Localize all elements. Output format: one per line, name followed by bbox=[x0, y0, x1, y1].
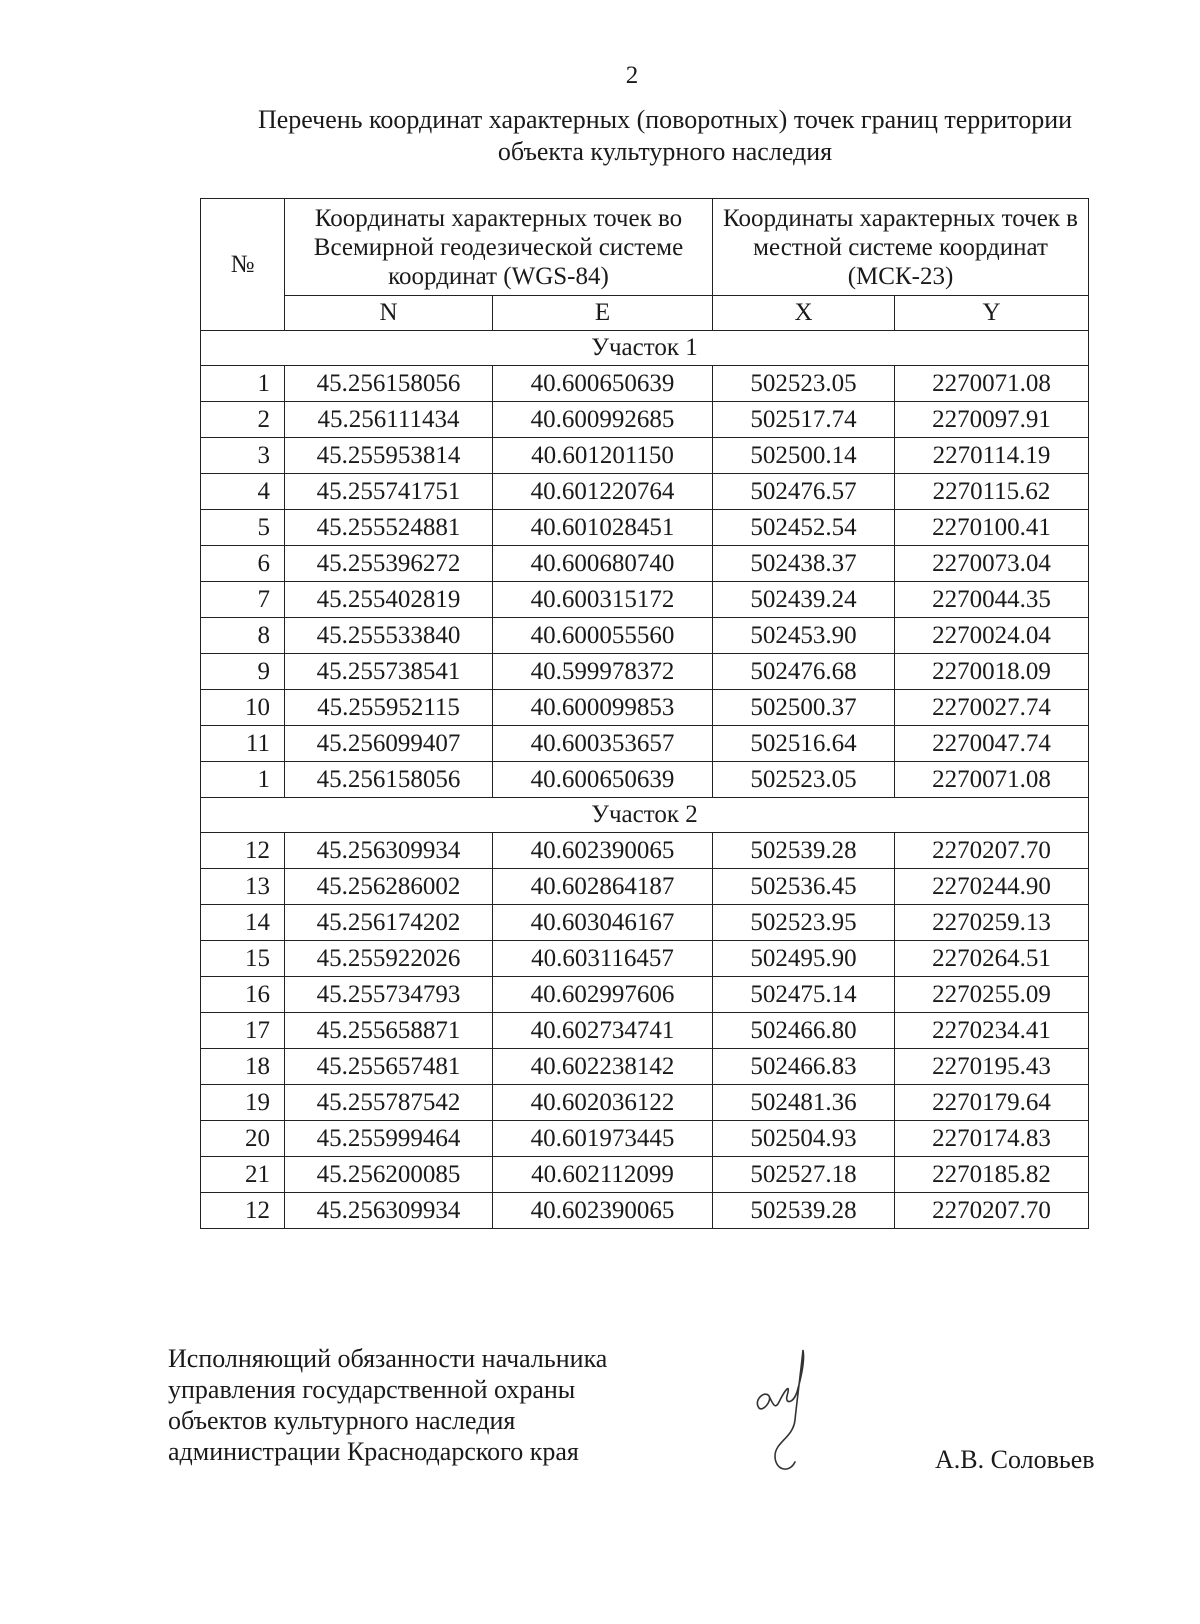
table-row bbox=[201, 1049, 1089, 1085]
cell-x: 502481.36 bbox=[713, 1085, 895, 1121]
cell-y: 2270234.41 bbox=[895, 1013, 1089, 1049]
section-title: Участок 1 bbox=[201, 331, 1089, 366]
cell-x: 502439.24 bbox=[713, 582, 895, 618]
table-row bbox=[201, 438, 1089, 474]
cell-e: 40.602864187 bbox=[493, 869, 713, 905]
table-row bbox=[201, 1013, 1089, 1049]
header-x: X bbox=[713, 296, 895, 331]
footer-line: администрации Краснодарского края bbox=[168, 1437, 579, 1466]
cell-number: 12 bbox=[201, 1193, 285, 1229]
cell-x: 502539.28 bbox=[713, 1193, 895, 1229]
table-row bbox=[201, 1157, 1089, 1193]
table-row bbox=[201, 833, 1089, 869]
cell-n: 45.255734793 bbox=[285, 977, 493, 1013]
cell-number: 2 bbox=[201, 402, 285, 438]
cell-y: 2270244.90 bbox=[895, 869, 1089, 905]
cell-number: 11 bbox=[201, 726, 285, 762]
cell-number: 6 bbox=[201, 546, 285, 582]
table-row bbox=[201, 546, 1089, 582]
cell-n: 45.255738541 bbox=[285, 654, 493, 690]
cell-y: 2270044.35 bbox=[895, 582, 1089, 618]
cell-y: 2270018.09 bbox=[895, 654, 1089, 690]
table-row bbox=[201, 905, 1089, 941]
cell-e: 40.602112099 bbox=[493, 1157, 713, 1193]
cell-e: 40.602734741 bbox=[493, 1013, 713, 1049]
cell-x: 502438.37 bbox=[713, 546, 895, 582]
header-e: E bbox=[493, 296, 713, 331]
cell-n: 45.255658871 bbox=[285, 1013, 493, 1049]
cell-y: 2270047.74 bbox=[895, 726, 1089, 762]
cell-number: 16 bbox=[201, 977, 285, 1013]
table-row bbox=[201, 510, 1089, 546]
cell-number: 4 bbox=[201, 474, 285, 510]
footer-line: Исполняющий обязанности начальника bbox=[168, 1344, 608, 1373]
cell-number: 18 bbox=[201, 1049, 285, 1085]
cell-n: 45.255999464 bbox=[285, 1121, 493, 1157]
cell-n: 45.256158056 bbox=[285, 762, 493, 798]
cell-number: 5 bbox=[201, 510, 285, 546]
cell-e: 40.600315172 bbox=[493, 582, 713, 618]
cell-n: 45.255396272 bbox=[285, 546, 493, 582]
cell-n: 45.255533840 bbox=[285, 618, 493, 654]
footer-line: объектов культурного наследия bbox=[168, 1406, 516, 1435]
cell-x: 502539.28 bbox=[713, 833, 895, 869]
cell-x: 502523.05 bbox=[713, 762, 895, 798]
cell-y: 2270100.41 bbox=[895, 510, 1089, 546]
cell-number: 13 bbox=[201, 869, 285, 905]
cell-x: 502475.14 bbox=[713, 977, 895, 1013]
cell-e: 40.602390065 bbox=[493, 833, 713, 869]
cell-y: 2270115.62 bbox=[895, 474, 1089, 510]
cell-y: 2270027.74 bbox=[895, 690, 1089, 726]
cell-e: 40.599978372 bbox=[493, 654, 713, 690]
table-row bbox=[201, 1085, 1089, 1121]
cell-n: 45.256111434 bbox=[285, 402, 493, 438]
cell-n: 45.255657481 bbox=[285, 1049, 493, 1085]
cell-n: 45.256309934 bbox=[285, 833, 493, 869]
handwritten-signature bbox=[745, 1330, 835, 1485]
cell-number: 1 bbox=[201, 366, 285, 402]
cell-x: 502536.45 bbox=[713, 869, 895, 905]
section-title: Участок 2 bbox=[201, 798, 1089, 833]
cell-x: 502452.54 bbox=[713, 510, 895, 546]
section-row bbox=[201, 331, 1089, 366]
cell-n: 45.256200085 bbox=[285, 1157, 493, 1193]
footer-organization bbox=[168, 1343, 607, 1467]
cell-x: 502516.64 bbox=[713, 726, 895, 762]
cell-x: 502476.68 bbox=[713, 654, 895, 690]
cell-e: 40.602997606 bbox=[493, 977, 713, 1013]
table-row bbox=[201, 1193, 1089, 1229]
cell-number: 12 bbox=[201, 833, 285, 869]
document-title bbox=[190, 104, 1140, 168]
title-line-2: объекта культурного наследия bbox=[497, 137, 833, 166]
table-row bbox=[201, 869, 1089, 905]
cell-e: 40.602238142 bbox=[493, 1049, 713, 1085]
cell-number: 9 bbox=[201, 654, 285, 690]
cell-number: 7 bbox=[201, 582, 285, 618]
cell-number: 21 bbox=[201, 1157, 285, 1193]
cell-y: 2270071.08 bbox=[895, 366, 1089, 402]
cell-e: 40.600099853 bbox=[493, 690, 713, 726]
table-body bbox=[201, 331, 1089, 1229]
cell-x: 502523.05 bbox=[713, 366, 895, 402]
cell-e: 40.600992685 bbox=[493, 402, 713, 438]
cell-x: 502504.93 bbox=[713, 1121, 895, 1157]
table-row bbox=[201, 366, 1089, 402]
cell-x: 502523.95 bbox=[713, 905, 895, 941]
table-row bbox=[201, 582, 1089, 618]
cell-e: 40.602036122 bbox=[493, 1085, 713, 1121]
cell-x: 502495.90 bbox=[713, 941, 895, 977]
table-row bbox=[201, 762, 1089, 798]
cell-e: 40.603116457 bbox=[493, 941, 713, 977]
cell-y: 2270264.51 bbox=[895, 941, 1089, 977]
cell-x: 502527.18 bbox=[713, 1157, 895, 1193]
cell-number: 20 bbox=[201, 1121, 285, 1157]
cell-e: 40.601028451 bbox=[493, 510, 713, 546]
cell-number: 19 bbox=[201, 1085, 285, 1121]
section-row bbox=[201, 798, 1089, 833]
cell-e: 40.601220764 bbox=[493, 474, 713, 510]
cell-number: 1 bbox=[201, 762, 285, 798]
cell-e: 40.603046167 bbox=[493, 905, 713, 941]
cell-number: 15 bbox=[201, 941, 285, 977]
cell-e: 40.600650639 bbox=[493, 762, 713, 798]
cell-number: 3 bbox=[201, 438, 285, 474]
cell-x: 502453.90 bbox=[713, 618, 895, 654]
coordinates-table bbox=[200, 198, 1089, 1229]
cell-y: 2270207.70 bbox=[895, 833, 1089, 869]
cell-n: 45.256174202 bbox=[285, 905, 493, 941]
cell-e: 40.601201150 bbox=[493, 438, 713, 474]
cell-y: 2270097.91 bbox=[895, 402, 1089, 438]
cell-y: 2270174.83 bbox=[895, 1121, 1089, 1157]
cell-y: 2270185.82 bbox=[895, 1157, 1089, 1193]
cell-n: 45.256286002 bbox=[285, 869, 493, 905]
cell-y: 2270071.08 bbox=[895, 762, 1089, 798]
cell-number: 14 bbox=[201, 905, 285, 941]
cell-x: 502500.14 bbox=[713, 438, 895, 474]
cell-x: 502466.80 bbox=[713, 1013, 895, 1049]
table-row bbox=[201, 726, 1089, 762]
cell-number: 17 bbox=[201, 1013, 285, 1049]
footer-line: управления государственной охраны bbox=[168, 1375, 576, 1404]
cell-e: 40.602390065 bbox=[493, 1193, 713, 1229]
cell-y: 2270195.43 bbox=[895, 1049, 1089, 1085]
cell-x: 502476.57 bbox=[713, 474, 895, 510]
table-row bbox=[201, 618, 1089, 654]
cell-e: 40.601973445 bbox=[493, 1121, 713, 1157]
table-row bbox=[201, 941, 1089, 977]
cell-n: 45.255953814 bbox=[285, 438, 493, 474]
header-y: Y bbox=[895, 296, 1089, 331]
table-row bbox=[201, 977, 1089, 1013]
cell-y: 2270179.64 bbox=[895, 1085, 1089, 1121]
cell-number: 8 bbox=[201, 618, 285, 654]
header-number: № bbox=[201, 199, 285, 331]
header-wgs84: Координаты характерных точек во Всемирной геодезической системе координат (WGS-84) bbox=[285, 199, 713, 296]
cell-x: 502517.74 bbox=[713, 402, 895, 438]
cell-e: 40.600680740 bbox=[493, 546, 713, 582]
cell-x: 502500.37 bbox=[713, 690, 895, 726]
cell-y: 2270073.04 bbox=[895, 546, 1089, 582]
table-row bbox=[201, 402, 1089, 438]
cell-y: 2270259.13 bbox=[895, 905, 1089, 941]
page-number: 2 bbox=[625, 62, 639, 89]
cell-e: 40.600055560 bbox=[493, 618, 713, 654]
cell-n: 45.256099407 bbox=[285, 726, 493, 762]
cell-number: 10 bbox=[201, 690, 285, 726]
cell-n: 45.255524881 bbox=[285, 510, 493, 546]
table-row bbox=[201, 1121, 1089, 1157]
cell-x: 502466.83 bbox=[713, 1049, 895, 1085]
signatory-name: А.В. Соловьев bbox=[935, 1445, 1095, 1474]
cell-y: 2270114.19 bbox=[895, 438, 1089, 474]
cell-e: 40.600353657 bbox=[493, 726, 713, 762]
cell-n: 45.255787542 bbox=[285, 1085, 493, 1121]
cell-n: 45.256158056 bbox=[285, 366, 493, 402]
title-line-1: Перечень координат характерных (поворотных) точек границ территории bbox=[257, 105, 1073, 134]
table-row bbox=[201, 474, 1089, 510]
cell-n: 45.255952115 bbox=[285, 690, 493, 726]
table-row bbox=[201, 654, 1089, 690]
cell-n: 45.255741751 bbox=[285, 474, 493, 510]
cell-n: 45.255922026 bbox=[285, 941, 493, 977]
cell-n: 45.256309934 bbox=[285, 1193, 493, 1229]
header-msk23: Координаты характерных точек в местной системе координат (МСК-23) bbox=[713, 199, 1089, 296]
cell-y: 2270255.09 bbox=[895, 977, 1089, 1013]
cell-e: 40.600650639 bbox=[493, 366, 713, 402]
table-row bbox=[201, 690, 1089, 726]
cell-y: 2270024.04 bbox=[895, 618, 1089, 654]
cell-y: 2270207.70 bbox=[895, 1193, 1089, 1229]
header-n: N bbox=[285, 296, 493, 331]
cell-n: 45.255402819 bbox=[285, 582, 493, 618]
